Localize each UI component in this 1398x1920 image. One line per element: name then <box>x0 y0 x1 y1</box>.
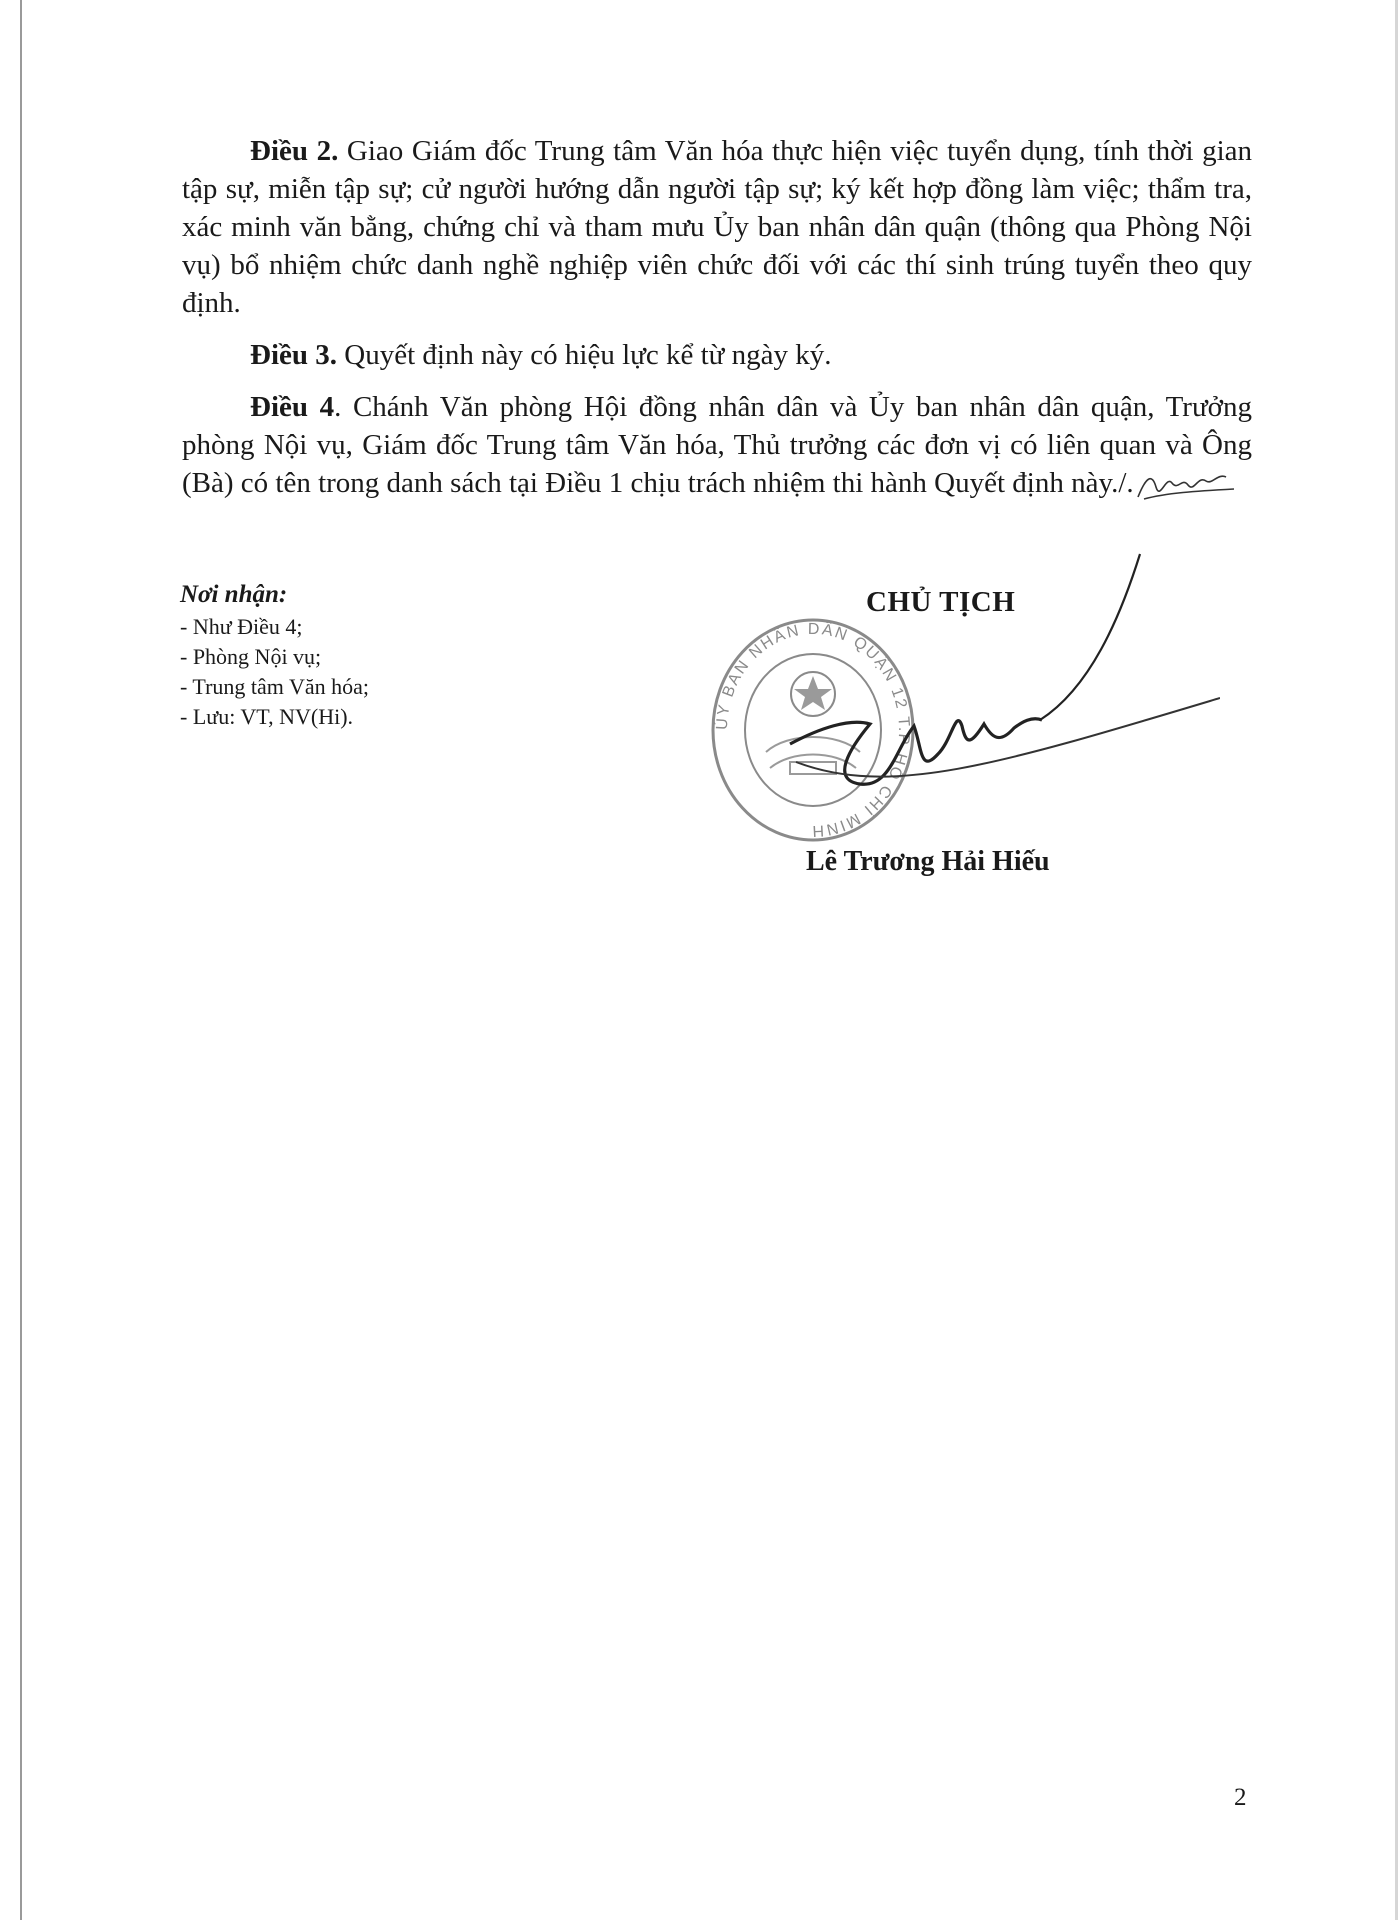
recipients-title: Nơi nhận: <box>180 581 288 608</box>
seal-text: ỦY BAN NHÂN DÂN QUẬN 12 T.P HỒ CHÍ MINH <box>713 620 913 840</box>
article-3-label: Điều 3. <box>250 339 337 371</box>
article-2-label: Điều 2. <box>250 135 339 167</box>
page-number: 2 <box>1234 1784 1247 1811</box>
signer-name: Lê Trương Hải Hiếu <box>806 846 1050 877</box>
article-2 <box>182 132 1252 322</box>
recipient-item: - Phòng Nội vụ; <box>180 644 322 669</box>
article-3-text: Quyết định này có hiệu lực kể từ ngày ký. <box>337 339 832 371</box>
article-2-text: Giao Giám đốc Trung tâm Văn hóa thực hiện việc tuyển dụng, tính thời gian tập sự, miễn tập sự; cử người hướng dẫn người tập sự; ký kết hợp đồng làm việc; thẩm tra, xác minh văn bằng, chứng chỉ và tham mưu Ủy ban nhân dân quận (thông qua Phòng Nội vụ) bổ nhiệm chức danh nghề nghiệp viên chức đối với các thí sinh trúng tuyển theo quy định. <box>182 135 1253 319</box>
article-4-text: . Chánh Văn phòng Hội đồng nhân dân và Ủy ban nhân dân quận, Trưởng phòng Nội vụ, Giám đốc Trung tâm Văn hóa, Thủ trưởng các đơn vị có liên quan và Ông (Bà) có tên trong danh sách tại Điều 1 chịu trách nhiệm thi hành Quyết định này./. <box>182 391 1252 499</box>
initials-mark <box>1136 467 1236 503</box>
article-4 <box>182 388 1252 503</box>
recipient-item: - Trung tâm Văn hóa; <box>180 674 370 699</box>
signer-title: CHỦ TỊCH <box>866 586 1016 618</box>
recipient-item: - Lưu: VT, NV(Hi). <box>180 704 354 729</box>
article-3 <box>182 336 1252 374</box>
handwritten-signature <box>700 548 1220 848</box>
recipients-block <box>180 578 369 732</box>
scan-edge-left <box>20 0 22 1920</box>
article-4-label: Điều 4 <box>250 391 335 423</box>
recipient-item: - Như Điều 4; <box>180 614 303 639</box>
decision-articles <box>182 132 1252 517</box>
